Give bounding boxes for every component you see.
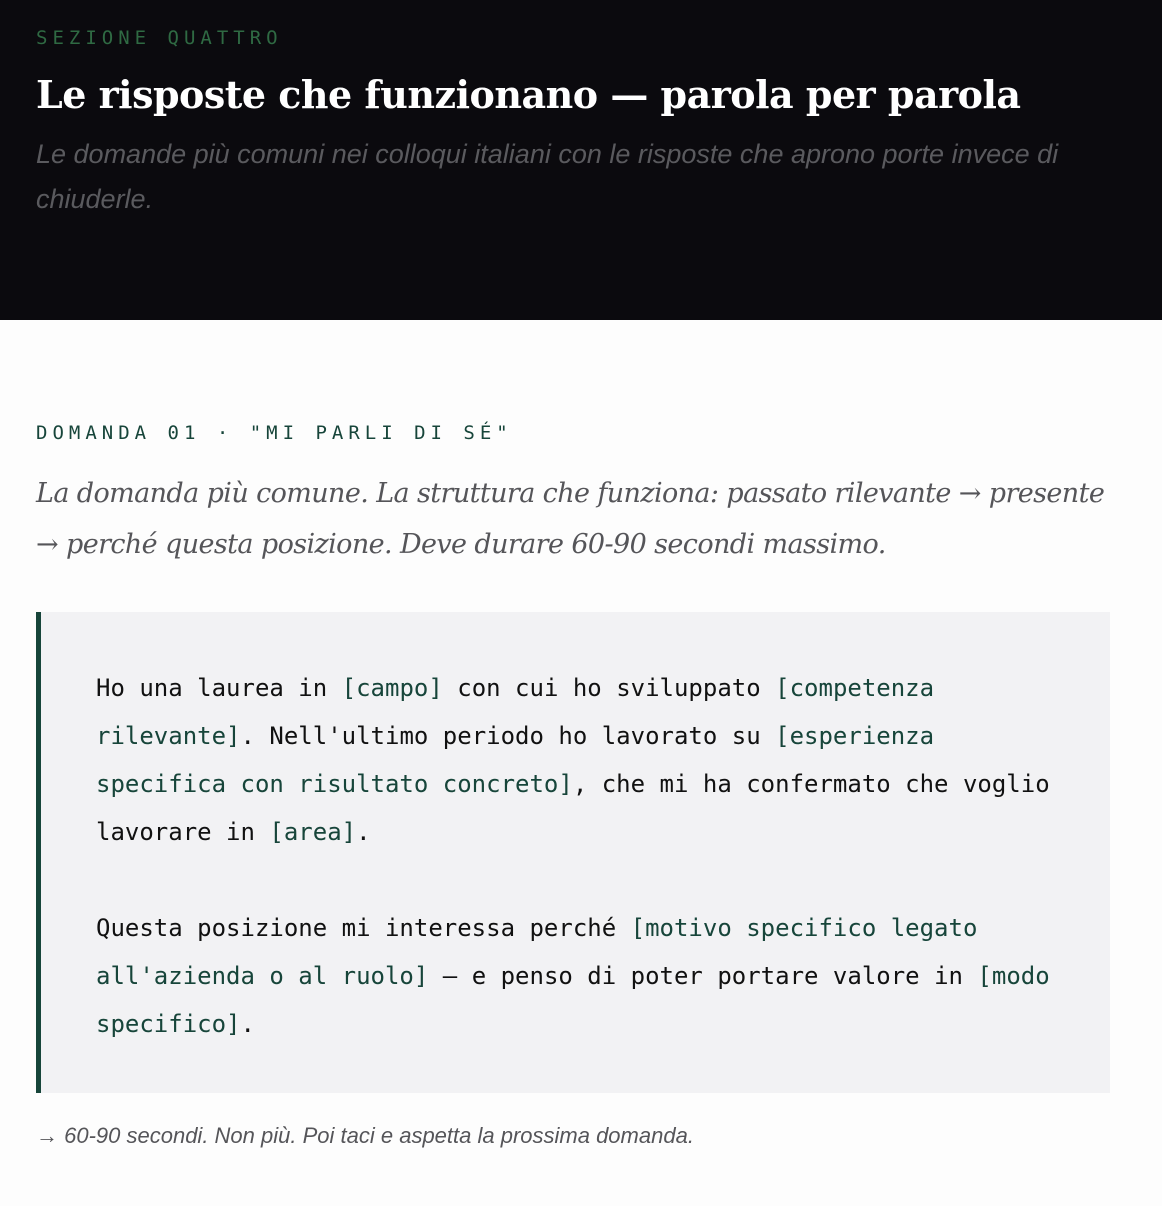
question-content xyxy=(0,420,1162,1151)
answer-text: — e penso di poter portare valore in xyxy=(428,962,978,990)
answer-paragraph-2 xyxy=(96,904,1070,1048)
answer-text: , che mi ha confermato che voglio lavorare in xyxy=(96,770,1050,846)
section-eyebrow: SEZIONE QUATTRO xyxy=(36,27,283,49)
section-hero xyxy=(0,0,1162,320)
answer-timing-note: → 60-90 secondi. Non più. Poi taci e aspetta la prossima domanda. xyxy=(36,1123,694,1148)
question-label: DOMANDA 01 · "MI PARLI DI SÉ" xyxy=(36,422,513,444)
question-intro: La domanda più comune. La struttura che funziona: passato rilevante → presente → perché questa posizione. Deve durare 60-90 secondi massimo. xyxy=(36,478,1105,560)
section-title: Le risposte che funzionano — parola per parola xyxy=(36,72,1021,117)
answer-placeholder: [modo specifico] xyxy=(96,962,1050,1038)
section-subtitle: Le domande più comuni nei colloqui italiani con le risposte che aprono porte invece di chiuderle. xyxy=(36,139,1059,214)
answer-paragraph-1 xyxy=(96,664,1070,856)
answer-template-box xyxy=(36,612,1110,1093)
answer-text: Ho una laurea in xyxy=(96,674,342,702)
answer-placeholder: [motivo specifico legato all'azienda o al ruolo] xyxy=(96,914,978,990)
answer-text: . xyxy=(240,1010,255,1038)
answer-text: . Nell'ultimo periodo ho lavorato su xyxy=(240,722,776,750)
answer-placeholder: [area] xyxy=(269,818,357,846)
answer-text: Questa posizione mi interessa perché xyxy=(96,914,631,942)
answer-text: con cui ho sviluppato xyxy=(442,674,776,702)
answer-text: . xyxy=(356,818,371,846)
answer-placeholder: [competenza rilevante] xyxy=(96,674,935,750)
answer-placeholder: [esperienza specifica con risultato concreto] xyxy=(96,722,935,798)
answer-placeholder: [campo] xyxy=(341,674,443,702)
